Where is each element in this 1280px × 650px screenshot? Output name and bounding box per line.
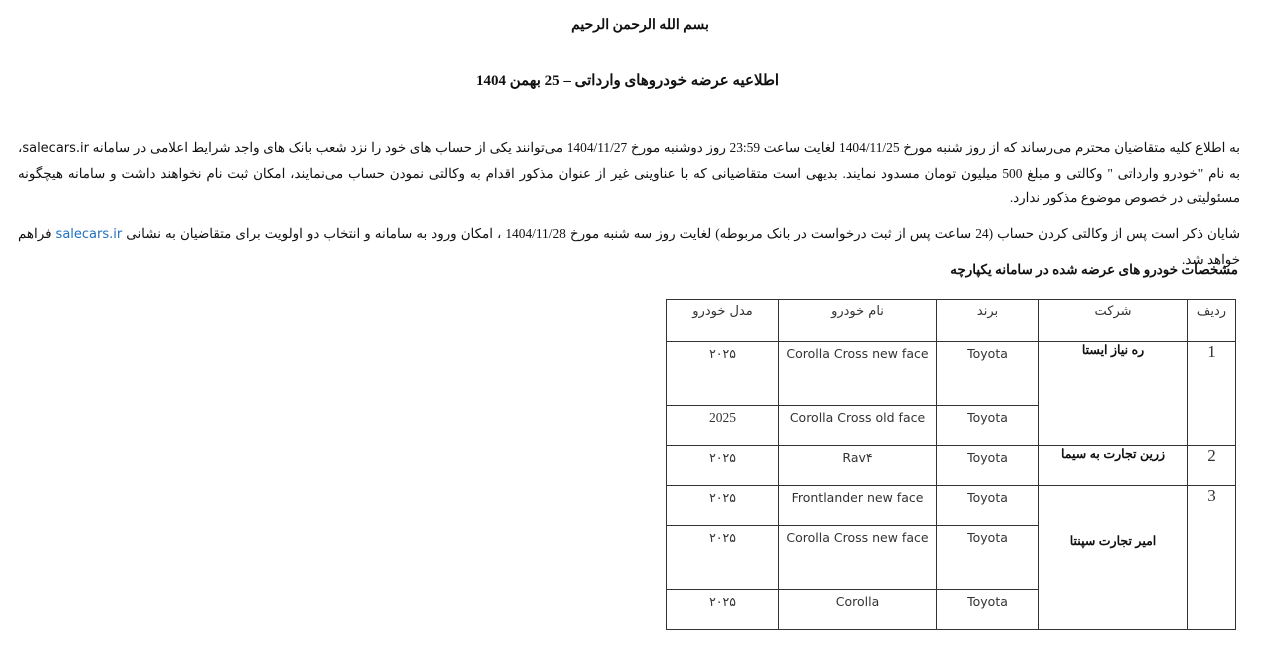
car-model-cell: ۲۰۲۵ xyxy=(667,342,779,406)
car-name-cell: Corolla Cross new face xyxy=(779,342,937,406)
car-model-cell: ۲۰۲۵ xyxy=(667,486,779,526)
paragraph-registration-info xyxy=(18,136,1240,211)
salecars-text: salecars.ir xyxy=(22,141,89,156)
cars-table xyxy=(666,299,1236,630)
table-row xyxy=(667,342,1236,406)
header-car-model: مدل خودرو xyxy=(667,300,779,342)
car-name-cell: Frontlander new face xyxy=(779,486,937,526)
brand-cell: Toyota xyxy=(937,486,1039,526)
section-heading-cars: مشخصات خودرو های عرضه شده در سامانه یکپارچه xyxy=(950,262,1238,277)
paragraph1-text-end: ، به نام "خودرو وارداتی " وکالتی و مبلغ 500 میلیون تومان مسدود نمایند. بدیهی است متقاضیانی که با عناوینی غیر از عنوان مذکور اقدام به وکالتی نمودن حساب می‌نمایند، امکان ثبت نام نخواهند داشت و سامانه هیچگونه مسئولیتی در خصوص موضوع مذکور ندارد. xyxy=(18,140,1240,205)
table-row xyxy=(667,446,1236,486)
car-model-cell: ۲۰۲۵ xyxy=(667,446,779,486)
header-brand: برند xyxy=(937,300,1039,342)
car-model-cell: ۲۰۲۵ xyxy=(667,590,779,630)
car-name-cell: Corolla xyxy=(779,590,937,630)
car-model-cell: ۲۰۲۵ xyxy=(667,526,779,590)
company-cell: ره نیاز ایستا xyxy=(1039,342,1188,446)
car-name-cell: Corolla Cross old face xyxy=(779,406,937,446)
paragraph2-text-end: فراهم خواهد شد. xyxy=(18,226,1240,267)
car-name-cell: Rav۴ xyxy=(779,446,937,486)
brand-cell: Toyota xyxy=(937,590,1039,630)
car-name-cell: Corolla Cross new face xyxy=(779,526,937,590)
company-cell: امیر تجارت سپنتا xyxy=(1039,486,1188,630)
basmala-heading: بسم الله الرحمن الرحیم xyxy=(571,18,709,33)
brand-cell: Toyota xyxy=(937,342,1039,406)
salecars-link[interactable]: salecars.ir xyxy=(55,227,123,242)
paragraph2-text-start: شایان ذکر است پس از وکالتی کردن حساب (24 ساعت پس از ثبت درخواست در بانک مربوطه) لغایت روز سه شنبه مورخ 1404/11/28 ، امکان ورود به سامانه و انتخاب دو اولویت برای متقاضیان به نشانی xyxy=(122,226,1240,241)
row-number-cell: 3 xyxy=(1188,486,1236,630)
announcement-title: اطلاعیه عرضه خودروهای وارداتی – 25 بهمن 1404 xyxy=(475,73,780,89)
row-number-cell: 2 xyxy=(1188,446,1236,486)
table-row xyxy=(667,486,1236,526)
header-company: شرکت xyxy=(1039,300,1188,342)
paragraph1-text-start: به اطلاع کلیه متقاضیان محترم می‌رساند که از روز شنبه مورخ 1404/11/25 لغایت ساعت 23:59 روز دوشنبه مورخ 1404/11/27 می‌توانند یکی از حساب های خود را نزد شعب بانک های واجد شرایط اعلامی در سامانه xyxy=(89,140,1240,155)
header-row-number: ردیف xyxy=(1188,300,1236,342)
company-cell: زرین تجارت به سیما xyxy=(1039,446,1188,486)
header-car-name: نام خودرو xyxy=(779,300,937,342)
brand-cell: Toyota xyxy=(937,526,1039,590)
car-model-cell: 2025 xyxy=(667,406,779,446)
table-header-row xyxy=(667,300,1236,342)
brand-cell: Toyota xyxy=(937,446,1039,486)
row-number-cell: 1 xyxy=(1188,342,1236,446)
brand-cell: Toyota xyxy=(937,406,1039,446)
